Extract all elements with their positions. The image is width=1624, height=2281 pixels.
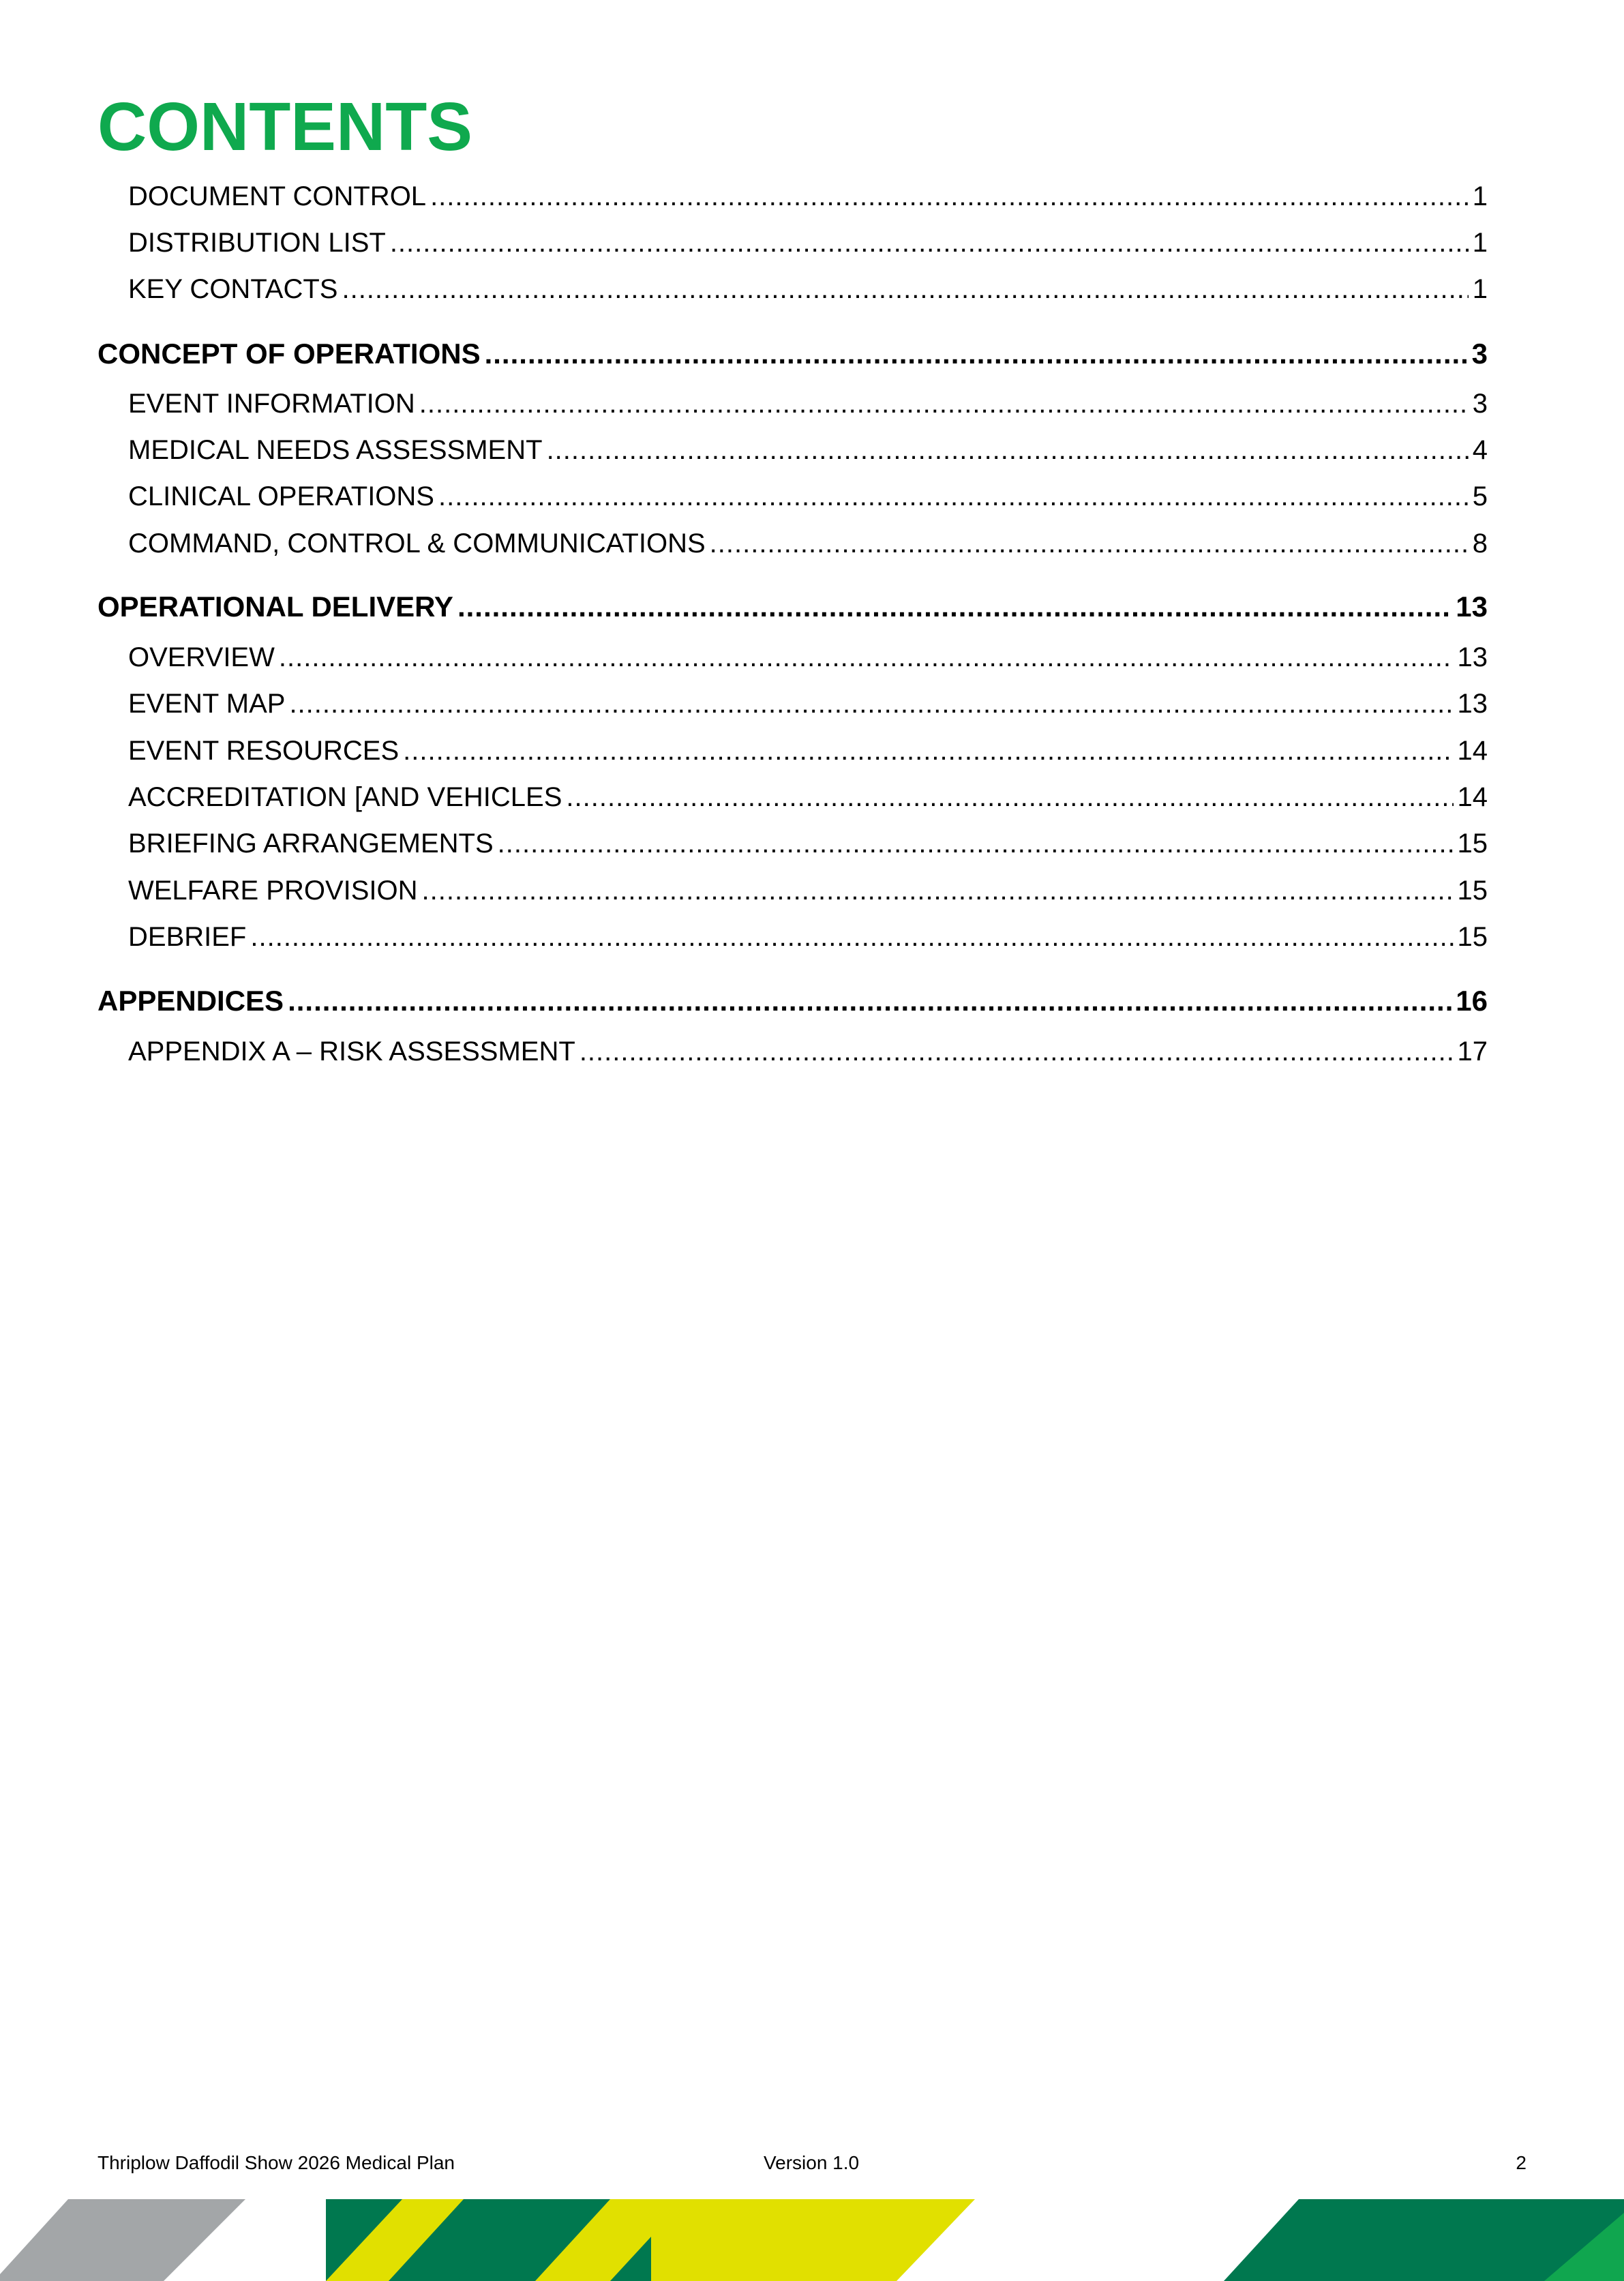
footer-stripe-graphic xyxy=(0,2199,1624,2281)
toc-page-number: 3 xyxy=(1471,338,1488,370)
toc-page-number: 8 xyxy=(1472,528,1488,558)
toc-leader-dots xyxy=(390,228,1469,258)
toc-page-number: 15 xyxy=(1457,829,1488,859)
toc-entry-label: MEDICAL NEEDS ASSESSMENT xyxy=(128,435,543,465)
toc-entry-label: DEBRIEF xyxy=(128,922,247,952)
toc-entry-label: EVENT INFORMATION xyxy=(128,389,415,419)
toc-leader-dots xyxy=(279,642,1454,673)
toc-entry-appendix-a-risk-assessment[interactable] xyxy=(128,1037,1488,1071)
toc-leader-dots xyxy=(547,435,1469,466)
toc-entry-label: EVENT MAP xyxy=(128,689,286,719)
toc-leader-dots xyxy=(422,876,1454,906)
toc-leader-dots xyxy=(430,181,1469,212)
page-footer xyxy=(0,2148,1624,2182)
toc-entry-event-map[interactable] xyxy=(128,689,1488,723)
toc-entry-accreditation-and-vehicles[interactable] xyxy=(128,782,1488,816)
toc-entry-concept-of-operations[interactable] xyxy=(97,338,1488,373)
toc-entry-label: APPENDICES xyxy=(97,985,284,1017)
toc-entry-command-control-communications[interactable] xyxy=(128,528,1488,563)
footer-version: Version 1.0 xyxy=(764,2152,860,2173)
toc-page-number: 13 xyxy=(1456,591,1488,623)
toc-entry-label: OVERVIEW xyxy=(128,642,275,672)
toc-page-number: 4 xyxy=(1472,435,1488,465)
toc-entry-label: COMMAND, CONTROL & COMMUNICATIONS xyxy=(128,528,706,558)
toc-entry-event-resources[interactable] xyxy=(128,736,1488,770)
toc-leader-dots xyxy=(566,782,1453,813)
page-title: CONTENTS xyxy=(97,89,472,165)
toc-leader-dots xyxy=(710,528,1469,559)
toc-leader-dots xyxy=(288,985,1452,1017)
toc-page-number: 15 xyxy=(1457,922,1488,952)
toc-entry-label: OPERATIONAL DELIVERY xyxy=(97,591,453,623)
toc-leader-dots xyxy=(419,389,1469,419)
toc-entry-label: DISTRIBUTION LIST xyxy=(128,228,386,258)
toc-page-number: 17 xyxy=(1457,1037,1488,1067)
toc-page-number: 1 xyxy=(1472,274,1488,304)
toc-entry-label: WELFARE PROVISION xyxy=(128,876,418,906)
toc-leader-dots xyxy=(485,338,1468,370)
toc-page-number: 5 xyxy=(1472,481,1488,511)
toc-page-number: 13 xyxy=(1457,642,1488,672)
toc-entry-overview[interactable] xyxy=(128,642,1488,676)
toc-leader-dots xyxy=(457,591,1452,623)
toc-entry-label: APPENDIX A – RISK ASSESSMENT xyxy=(128,1037,575,1067)
toc-leader-dots xyxy=(438,481,1469,512)
toc-entry-operational-delivery[interactable] xyxy=(97,591,1488,626)
toc-page-number: 1 xyxy=(1472,181,1488,211)
toc-entry-welfare-provision[interactable] xyxy=(128,876,1488,910)
toc-entry-label: BRIEFING ARRANGEMENTS xyxy=(128,829,494,859)
toc-entry-briefing-arrangements[interactable] xyxy=(128,829,1488,863)
toc-entry-label: EVENT RESOURCES xyxy=(128,736,400,766)
toc-entry-key-contacts[interactable] xyxy=(128,274,1488,308)
footer-page-number: 2 xyxy=(1516,2152,1527,2173)
toc-entry-appendices[interactable] xyxy=(97,985,1488,1020)
toc-leader-dots xyxy=(342,274,1468,305)
toc-entry-label: ACCREDITATION [AND VEHICLES xyxy=(128,782,562,812)
toc-page-number: 16 xyxy=(1456,985,1488,1017)
toc-entry-label: KEY CONTACTS xyxy=(128,274,338,304)
toc-entry-label: CONCEPT OF OPERATIONS xyxy=(97,338,481,370)
toc-leader-dots xyxy=(289,689,1453,719)
toc-entry-distribution-list[interactable] xyxy=(128,228,1488,262)
toc-leader-dots xyxy=(580,1037,1454,1067)
grey-stripe xyxy=(0,2199,245,2281)
toc-page-number: 15 xyxy=(1457,876,1488,906)
toc-page-number: 3 xyxy=(1472,389,1488,419)
toc-page-number: 14 xyxy=(1457,782,1488,812)
toc-entry-event-information[interactable] xyxy=(128,389,1488,423)
toc-entry-label: DOCUMENT CONTROL xyxy=(128,181,427,211)
toc-entry-clinical-operations[interactable] xyxy=(128,481,1488,516)
toc-entry-medical-needs-assessment[interactable] xyxy=(128,435,1488,469)
toc-entry-label: CLINICAL OPERATIONS xyxy=(128,481,434,511)
toc-page-number: 13 xyxy=(1457,689,1488,719)
toc-page-number: 14 xyxy=(1457,736,1488,766)
toc-entry-document-control[interactable] xyxy=(128,181,1488,215)
toc-page-number: 1 xyxy=(1472,228,1488,258)
toc-leader-dots xyxy=(250,922,1453,953)
footer-document-title: Thriplow Daffodil Show 2026 Medical Plan xyxy=(97,2152,455,2173)
toc-entry-debrief[interactable] xyxy=(128,922,1488,956)
toc-leader-dots xyxy=(403,736,1453,766)
toc-leader-dots xyxy=(498,829,1454,859)
